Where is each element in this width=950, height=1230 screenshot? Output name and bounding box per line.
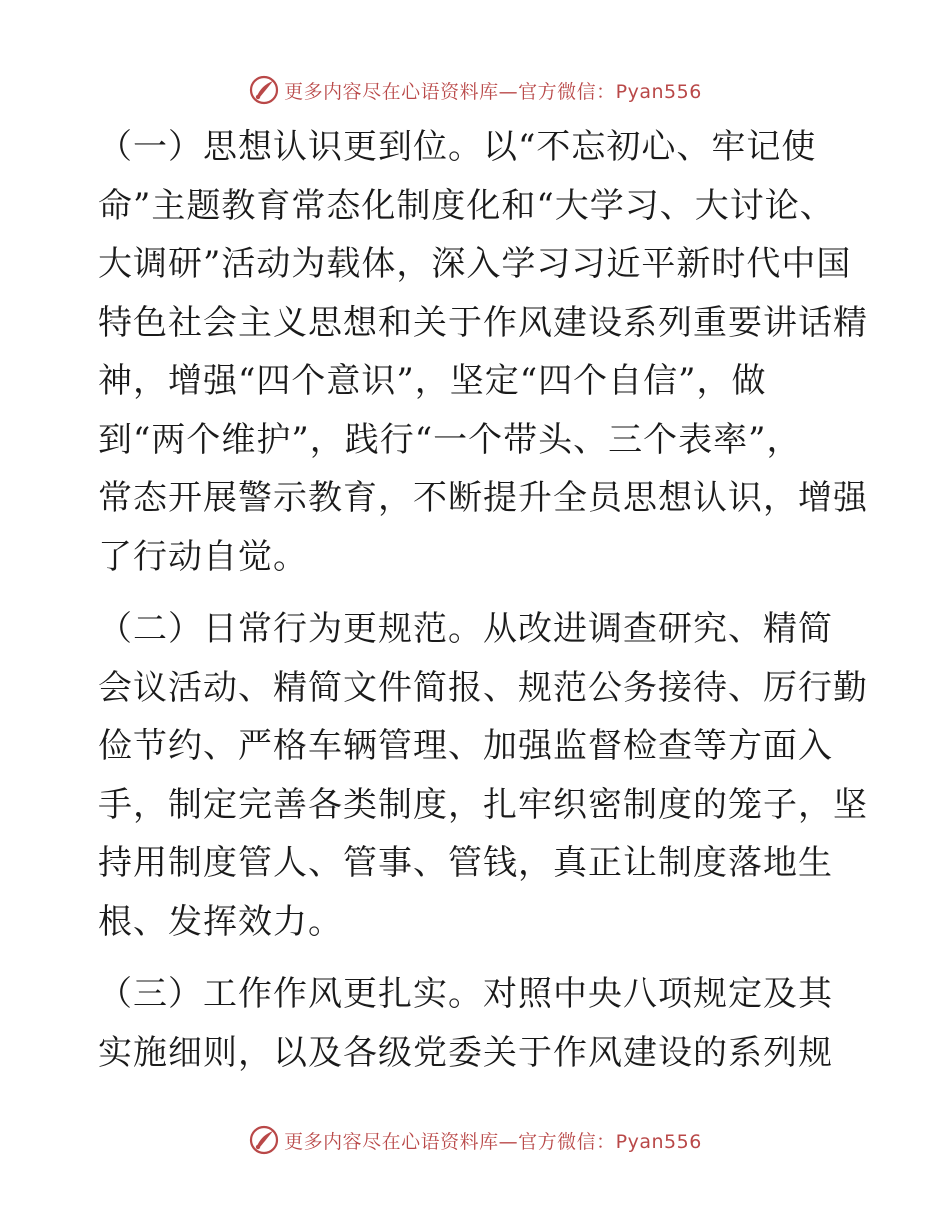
brush-logo-icon bbox=[248, 74, 280, 106]
text-line: 特色社会主义思想和关于作风建设系列重要讲话精 bbox=[98, 302, 868, 343]
text-line: 手，制定完善各类制度，扎牢织密制度的笼子，坚 bbox=[98, 784, 868, 825]
text-line: 根、发挥效力。 bbox=[98, 901, 343, 942]
text-line: 命”主题教育常态化制度化和“大学习、大讨论、 bbox=[98, 185, 835, 226]
text-line: （二）日常行为更规范。从改进调查研究、精简 bbox=[98, 609, 833, 649]
text-line: 常态开展警示教育，不断提升全员思想认识，增强 bbox=[98, 478, 868, 518]
text-line: 大调研”活动为载体，深入学习习近平新时代中国 bbox=[98, 244, 852, 284]
text-line: 到“两个维护”，践行“一个带头、三个表率”， bbox=[98, 419, 802, 460]
text-line: 俭节约、严格车辆管理、加强监督检查等方面入 bbox=[98, 726, 833, 766]
paragraph-3 bbox=[98, 965, 858, 1082]
text-line: 神，增强“四个意识”，坚定“四个自信”，做 bbox=[98, 361, 767, 401]
header-text: 更多内容尽在心语资料库—官方微信：Pyan556 bbox=[284, 80, 702, 103]
text-line: 实施细则，以及各级党委关于作风建设的系列规 bbox=[98, 1032, 833, 1073]
text-line: （三）工作作风更扎实。对照中央八项规定及其 bbox=[98, 974, 833, 1014]
footer-watermark bbox=[0, 1120, 950, 1160]
document-body bbox=[98, 118, 868, 1096]
text-line: 了行动自觉。 bbox=[98, 536, 308, 577]
paragraph-1 bbox=[98, 118, 868, 586]
text-line: （一）思想认识更到位。以“不忘初心、牢记使 bbox=[98, 127, 817, 167]
text-line: 持用制度管人、管事、管钱，真正让制度落地生 bbox=[98, 843, 833, 883]
text-line: 会议活动、精简文件简报、规范公务接待、厉行勤 bbox=[98, 667, 868, 708]
paragraph-2 bbox=[98, 600, 868, 951]
brush-logo-icon bbox=[248, 1124, 280, 1156]
footer-text: 更多内容尽在心语资料库—官方微信：Pyan556 bbox=[284, 1130, 702, 1153]
header-watermark bbox=[0, 70, 950, 110]
